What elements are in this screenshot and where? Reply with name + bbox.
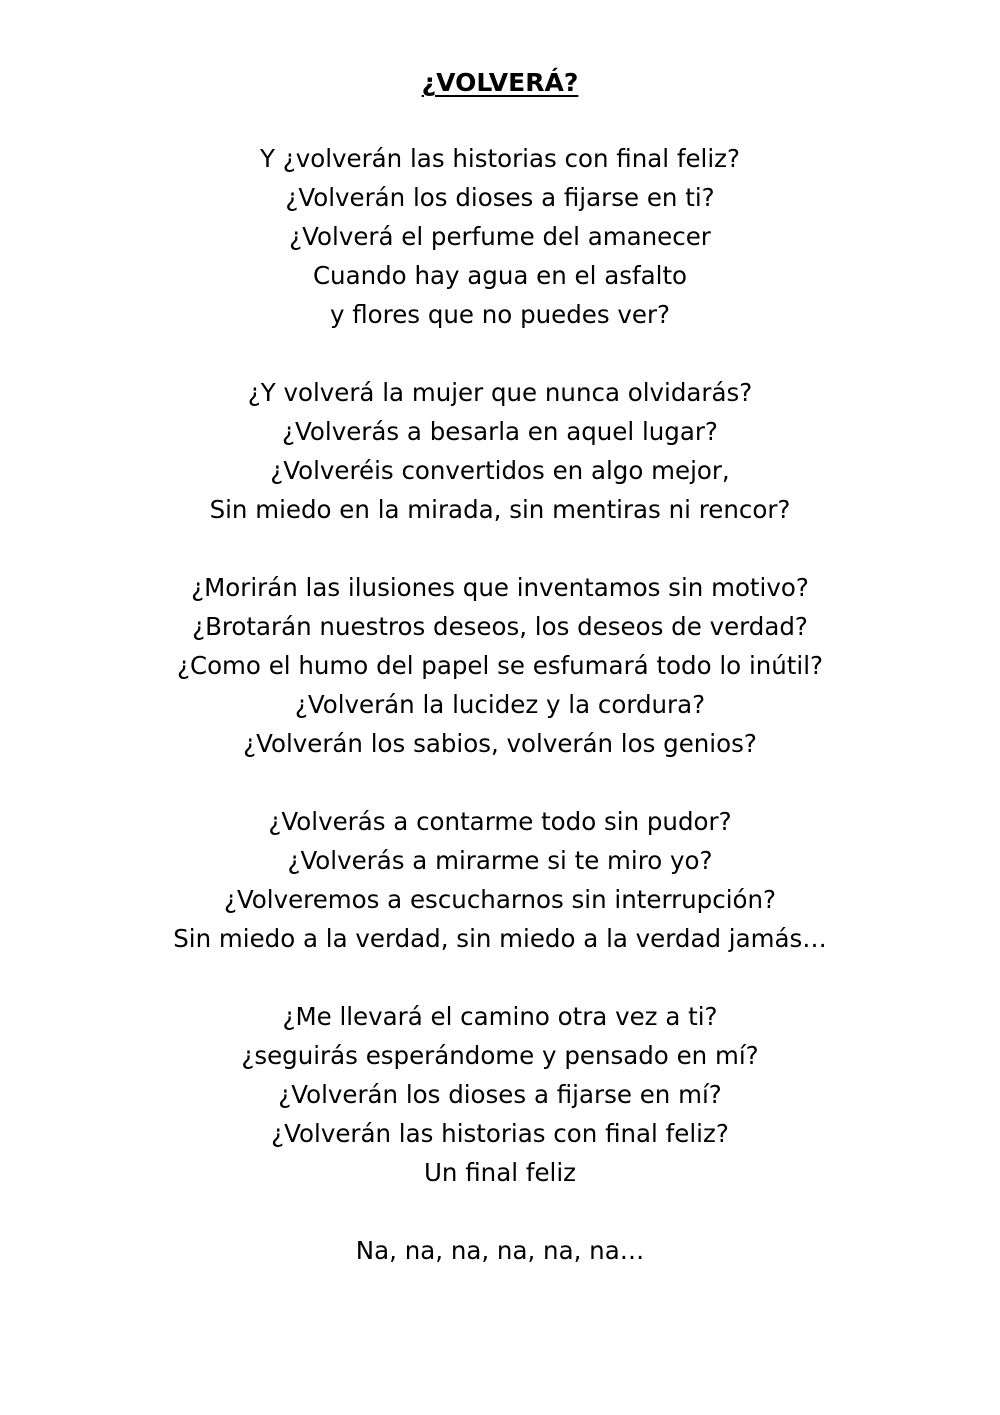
poem-line: ¿Volverás a contarme todo sin pudor? — [268, 807, 732, 836]
poem-line: ¿Volverán los sabios, volverán los genios? — [243, 729, 757, 758]
poem-line: ¿Volverán los dioses a fijarse en ti? — [285, 183, 715, 212]
poem-line: ¿Y volverá la mujer que nunca olvidarás? — [247, 378, 753, 407]
poem-line: ¿Volveremos a escucharnos sin interrupción? — [223, 885, 777, 914]
poem-line: Na, na, na, na, na, na… — [355, 1236, 645, 1265]
poem-line: ¿Volverán la lucidez y la cordura? — [294, 690, 706, 719]
poem-title: ¿VOLVERÁ? — [421, 68, 579, 97]
poem-line: ¿Volverá el perfume del amanecer — [289, 222, 711, 251]
poem-line: ¿Volveréis convertidos en algo mejor, — [270, 456, 730, 485]
poem-line: y flores que no puedes ver? — [329, 300, 671, 329]
stanza-3 — [0, 568, 1000, 763]
stanza-4 — [0, 802, 1000, 958]
stanza-6 — [0, 1231, 1000, 1270]
poem-line: ¿Brotarán nuestros deseos, los deseos de verdad? — [192, 612, 808, 641]
poem-line: Y ¿volverán las historias con final feliz? — [259, 144, 741, 173]
poem-line: Sin miedo a la verdad, sin miedo a la verdad jamás… — [173, 924, 827, 953]
poem-line: ¿seguirás esperándome y pensado en mí? — [241, 1041, 759, 1070]
poem-line: ¿Volverás a besarla en aquel lugar? — [282, 417, 718, 446]
poem-line: Cuando hay agua en el asfalto — [312, 261, 688, 290]
poem-line: ¿Como el humo del papel se esfumará todo lo inútil? — [176, 651, 824, 680]
poem-line: Sin miedo en la mirada, sin mentiras ni rencor? — [209, 495, 791, 524]
stanza-5 — [0, 997, 1000, 1192]
poem-line: ¿Volverán las historias con final feliz? — [271, 1119, 729, 1148]
stanza-1 — [0, 139, 1000, 334]
poem-line: Un final feliz — [424, 1158, 576, 1187]
poem-line: ¿Volverás a mirarme si te miro yo? — [287, 846, 713, 875]
poem-line: ¿Morirán las ilusiones que inventamos sin motivo? — [191, 573, 809, 602]
poem-line: ¿Me llevará el camino otra vez a ti? — [282, 1002, 718, 1031]
poem-line: ¿Volverán los dioses a fijarse en mí? — [278, 1080, 722, 1109]
stanza-2 — [0, 373, 1000, 529]
